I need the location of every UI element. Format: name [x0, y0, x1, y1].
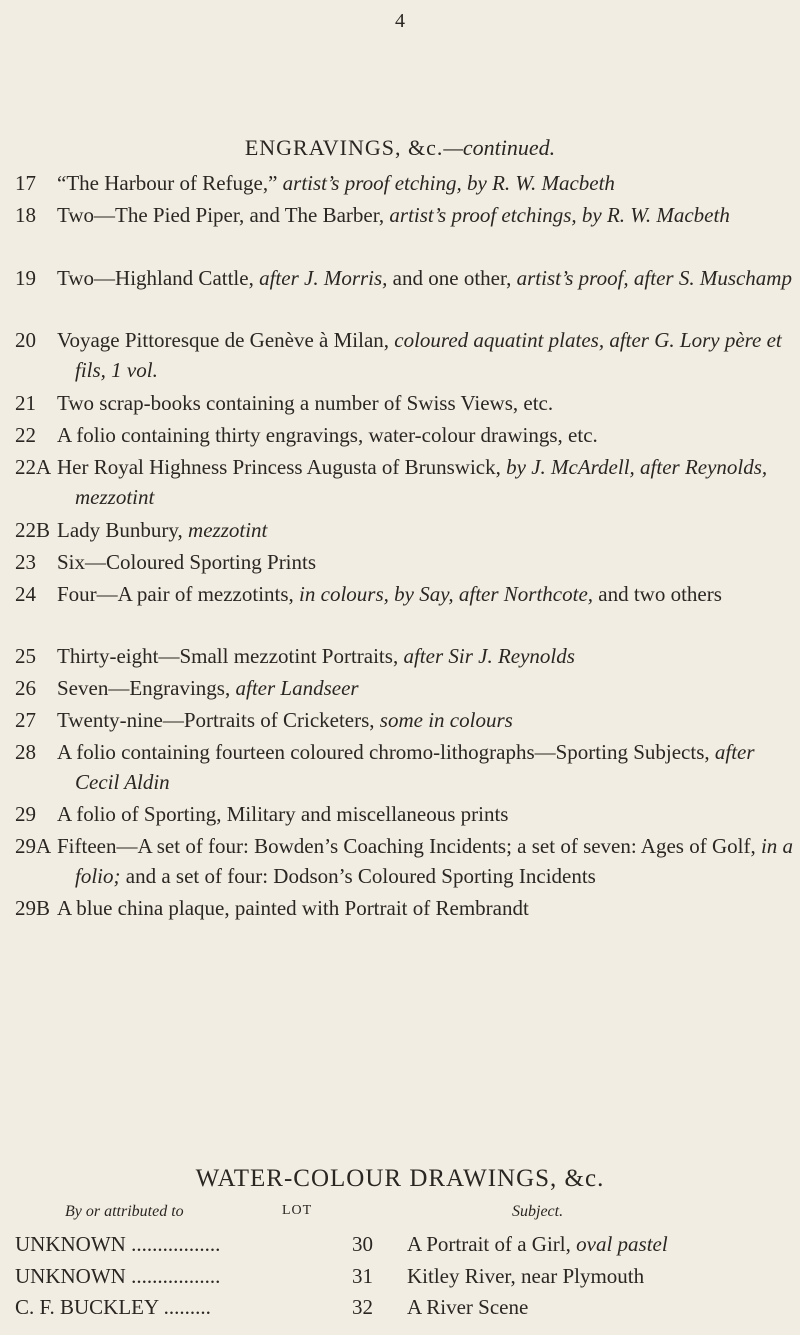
- lot-description: [57, 263, 795, 293]
- watercolour-row: [15, 1292, 795, 1322]
- subject-text: A River Scene: [407, 1295, 529, 1319]
- lot-entry: [15, 705, 795, 735]
- lot-description-text: A folio containing thirty engravings, water-colour drawings, etc.: [57, 423, 598, 447]
- lot-description-italic: after J. Morris,: [259, 266, 388, 290]
- lot-number: 23: [15, 550, 36, 574]
- lot-description-text: and a set of four: Dodson’s Coloured Sporting Incidents: [120, 864, 596, 888]
- continued-label: —continued.: [443, 135, 556, 160]
- lot-entry: [15, 452, 795, 512]
- lot-description-italic: artist’s proof etchings, by R. W. Macbeth: [389, 203, 730, 227]
- lot-description-text: Two—Highland Cattle,: [57, 266, 260, 290]
- lot-number: 28: [15, 740, 36, 764]
- header-lot: LOT: [282, 1203, 313, 1218]
- lot-number: 27: [15, 708, 36, 732]
- lot-description-text: Two—The Pied Piper, and The Barber,: [57, 203, 390, 227]
- lot-entry: [15, 737, 795, 797]
- watercolour-column-header: [0, 1203, 800, 1227]
- lot-description-text: Lady Bunbury,: [57, 518, 189, 542]
- lot-description: [57, 641, 795, 671]
- lot-description-text: Seven—Engravings,: [57, 676, 236, 700]
- section-title-watercolour: WATER-COLOUR DRAWINGS, &c.: [195, 1165, 605, 1192]
- lot-description: [57, 547, 795, 577]
- lot-entry: [15, 200, 795, 230]
- watercolour-row: [15, 1229, 795, 1259]
- lot-description: [57, 388, 795, 418]
- lot-entry: [15, 263, 795, 293]
- artist-name: UNKNOWN .................: [15, 1264, 221, 1288]
- lot-description-text: “The Harbour of Refuge,”: [57, 171, 283, 195]
- artist-name: C. F. BUCKLEY .........: [15, 1295, 211, 1319]
- lot-description-italic: after Landseer: [235, 676, 359, 700]
- lot-entry: [15, 673, 795, 703]
- lot-entry: [15, 388, 795, 418]
- lot-number: 31: [352, 1264, 373, 1288]
- lot-description-text: Fifteen—A set of four: Bowden’s Coaching Incidents; a set of seven: Ages of Golf,: [57, 834, 761, 858]
- lot-description-italic: after Sir J. Reynolds: [403, 644, 575, 668]
- lot-number: 20: [15, 328, 36, 352]
- lot-description-italic: mezzotint: [188, 518, 268, 542]
- artist-name: UNKNOWN .................: [15, 1232, 221, 1256]
- lot-entry: [15, 799, 795, 829]
- lot-number: 17: [15, 171, 36, 195]
- lot-description-text: Six—Coloured Sporting Prints: [57, 550, 317, 574]
- lot-description: [57, 579, 795, 609]
- lot-number: 22A: [15, 455, 52, 479]
- lot-number: 30: [352, 1232, 373, 1256]
- section-title-engravings: [0, 135, 800, 161]
- lot-number: 29A: [15, 834, 52, 858]
- lot-description: [57, 515, 795, 545]
- lot-entry: [15, 420, 795, 450]
- lot-description-italic: after Cecil Aldin: [75, 740, 755, 794]
- header-artist: By or attributed to: [65, 1203, 184, 1220]
- lot-entry: [15, 325, 795, 385]
- lot-description-italic: artist’s proof etching, by R. W. Macbeth: [282, 171, 615, 195]
- lot-number: 29: [15, 802, 36, 826]
- lot-entry: [15, 515, 795, 545]
- lot-description-italic: in colours, by Say, after Northcote,: [299, 582, 594, 606]
- lot-entry: [15, 168, 795, 198]
- lot-description: [57, 705, 795, 735]
- lot-description-italic: by J. McArdell, after Reynolds, mezzotint: [75, 455, 768, 509]
- lot-description-text: Voyage Pittoresque de Genève à Milan,: [57, 328, 395, 352]
- lot-number: 24: [15, 582, 36, 606]
- lot-description-text: Her Royal Highness Princess Augusta of Brunswick,: [57, 455, 507, 479]
- lot-description-text: Thirty-eight—Small mezzotint Portraits,: [57, 644, 404, 668]
- lot-number: 22: [15, 423, 36, 447]
- lot-description: [57, 831, 795, 891]
- lot-entry: [15, 579, 795, 609]
- lot-description: [57, 893, 795, 923]
- lot-description: [57, 420, 795, 450]
- lot-description: [57, 737, 795, 797]
- lot-entry: [15, 893, 795, 923]
- lot-description-text: and two others: [593, 582, 722, 606]
- lot-description-text: and one other,: [387, 266, 517, 290]
- lot-description: [57, 452, 795, 512]
- lot-description-text: A folio containing fourteen coloured chromo-lithographs—Sporting Subjects,: [57, 740, 715, 764]
- lot-number: 22B: [15, 518, 51, 542]
- lot-number: 18: [15, 203, 36, 227]
- lot-description-italic: artist’s proof, after S. Muschamp: [516, 266, 792, 290]
- lot-description: [57, 673, 795, 703]
- lot-description-text: A folio of Sporting, Military and miscellaneous prints: [57, 802, 509, 826]
- lot-description-italic: coloured aquatint plates, after G. Lory père et fils, 1 vol.: [75, 328, 782, 382]
- lot-description: [57, 200, 795, 230]
- subject-italic: oval pastel: [576, 1232, 668, 1256]
- lot-entry: [15, 547, 795, 577]
- lot-entry: [15, 831, 795, 891]
- subject-plain: A Portrait of a Girl,: [407, 1232, 577, 1256]
- header-subject: Subject.: [512, 1203, 564, 1220]
- page-number: 4: [395, 10, 405, 32]
- lot-description-text: A blue china plaque, painted with Portrait of Rembrandt: [57, 896, 529, 920]
- section-title-text: ENGRAVINGS, &c.: [244, 135, 444, 160]
- lot-description-text: Four—A pair of mezzotints,: [57, 582, 300, 606]
- lot-description: [57, 325, 795, 385]
- lot-number: 32: [352, 1295, 373, 1319]
- lot-description-italic: some in colours: [379, 708, 513, 732]
- lot-number: 21: [15, 391, 36, 415]
- lot-number: 26: [15, 676, 36, 700]
- lot-description-text: Two scrap-books containing a number of Swiss Views, etc.: [57, 391, 554, 415]
- lot-description-text: Twenty-nine—Portraits of Cricketers,: [57, 708, 380, 732]
- lot-number: 25: [15, 644, 36, 668]
- lot-entry: [15, 641, 795, 671]
- lot-description: [57, 799, 795, 829]
- subject-text: Kitley River, near Plymouth: [407, 1264, 645, 1288]
- lot-description: [57, 168, 795, 198]
- lot-number: 19: [15, 266, 36, 290]
- lot-number: 29B: [15, 896, 51, 920]
- subject-text: [407, 1229, 668, 1259]
- lot-description-italic: in a folio;: [75, 834, 794, 888]
- watercolour-row: [15, 1261, 795, 1291]
